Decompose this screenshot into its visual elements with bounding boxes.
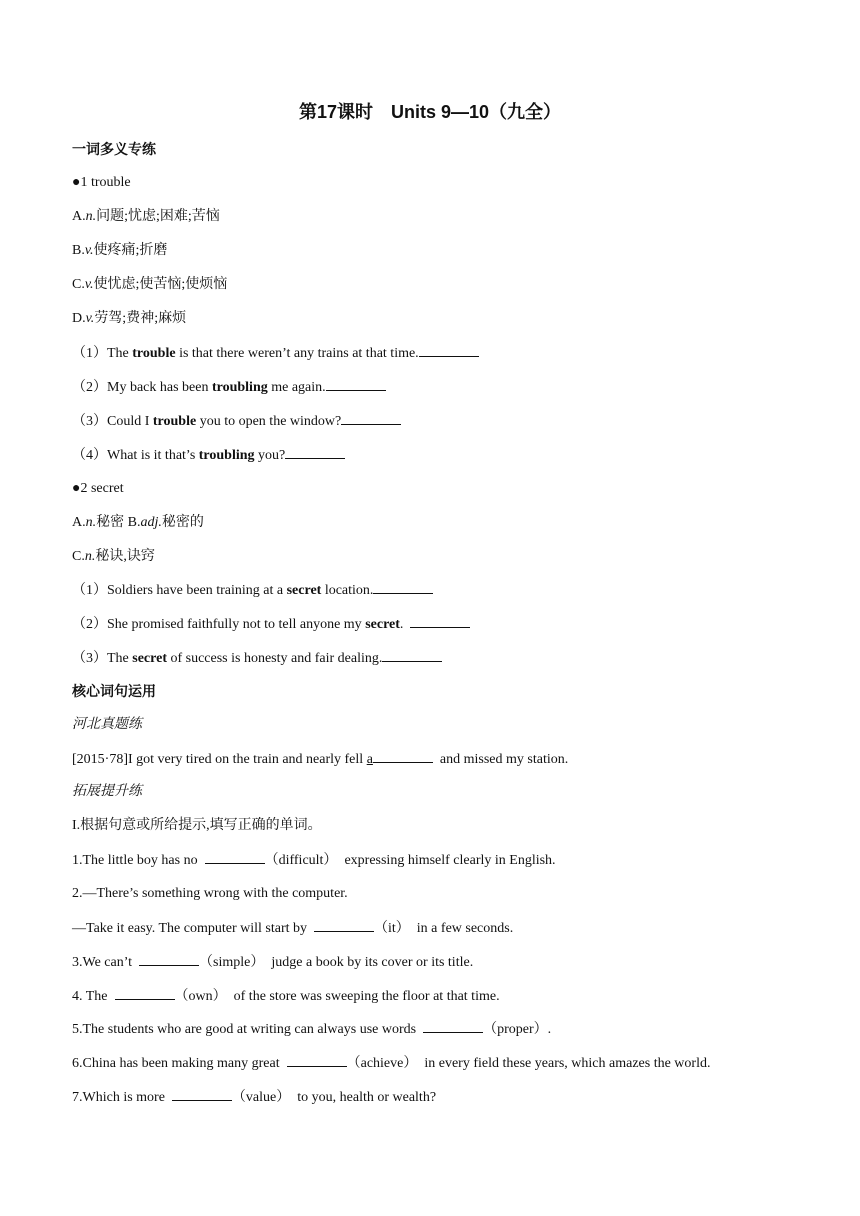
def-c-secret: C.n.秘诀,诀窍 (72, 549, 155, 564)
answer-blank[interactable] (419, 344, 479, 357)
answer-blank[interactable] (341, 412, 401, 425)
answer-blank[interactable] (172, 1088, 232, 1101)
fill-item-1: 1.The little boy has no （difficult） expressing himself clearly in English. (72, 853, 556, 868)
answer-blank[interactable] (205, 851, 265, 864)
fill-item-2-reply: —Take it easy. The computer will start by （it） in a few seconds. (72, 921, 514, 936)
answer-blank[interactable] (326, 378, 386, 391)
answer-blank[interactable] (373, 581, 433, 594)
answer-blank[interactable] (410, 615, 470, 628)
def-b-trouble: B.v.使疼痛;折磨 (72, 243, 168, 258)
secret-sentence-1: （1）Soldiers have been training at a secret location. (72, 581, 433, 600)
def-d-trouble: D.v.劳驾;费神;麻烦 (72, 311, 187, 326)
page-title: 第17课时 Units 9—10（九全） (298, 102, 562, 122)
trouble-sentence-2: （2）My back has been troubling me again. (72, 378, 386, 397)
def-ab-secret: A.n.秘密 B.adj.秘密的 (72, 515, 204, 530)
answer-blank[interactable] (423, 1020, 483, 1033)
secret-sentence-2: （2）She promised faithfully not to tell anyone my secret. (72, 615, 470, 634)
answer-blank[interactable] (285, 446, 345, 459)
fill-item-4: 4. The （own） of the store was sweeping the floor at that time. (72, 989, 500, 1004)
subheading-extend: 拓展提升练 (72, 784, 142, 799)
word-secret-label: ●2 secret (72, 481, 124, 496)
section-heading-core: 核心词句运用 (72, 683, 156, 699)
fill-item-7: 7.Which is more （value） to you, health or wealth? (72, 1090, 437, 1105)
def-a-trouble: A.n.问题;忧虑;困难;苦恼 (72, 209, 220, 224)
def-c-trouble: C.v.使忧虑;使苦恼;使烦恼 (72, 277, 228, 292)
trouble-sentence-4: （4）What is it that’s troubling you? (72, 446, 345, 465)
fill-item-2: 2.—There’s something wrong with the computer. (72, 886, 348, 901)
trouble-sentence-3: （3）Could I trouble you to open the window? (72, 412, 401, 431)
fill-item-6: 6.China has been making many great （achieve） in every field these years, which amazes the world. (72, 1056, 711, 1071)
fill-item-3: 3.We can’t （simple） judge a book by its cover or its title. (72, 955, 474, 970)
answer-blank[interactable] (382, 649, 442, 662)
answer-blank[interactable] (139, 953, 199, 966)
secret-sentence-3: （3）The secret of success is honesty and fair dealing. (72, 649, 442, 668)
answer-blank[interactable] (115, 987, 175, 1000)
answer-blank[interactable] (373, 750, 433, 763)
word-trouble-label: ●1 trouble (72, 175, 131, 190)
instruction: I.根据句意或所给提示,填写正确的单词。 (72, 818, 322, 833)
hebei-question: [2015·78]I got very tired on the train and nearly fell a and missed my station. (72, 752, 569, 767)
subheading-hebei: 河北真题练 (72, 717, 142, 732)
answer-blank[interactable] (314, 919, 374, 932)
answer-blank[interactable] (287, 1054, 347, 1067)
section-heading-polysemy: 一词多义专练 (72, 141, 156, 157)
fill-item-5: 5.The students who are good at writing can always use words （proper）. (72, 1022, 552, 1037)
trouble-sentence-1: （1）The trouble is that there weren’t any trains at that time. (72, 344, 479, 363)
